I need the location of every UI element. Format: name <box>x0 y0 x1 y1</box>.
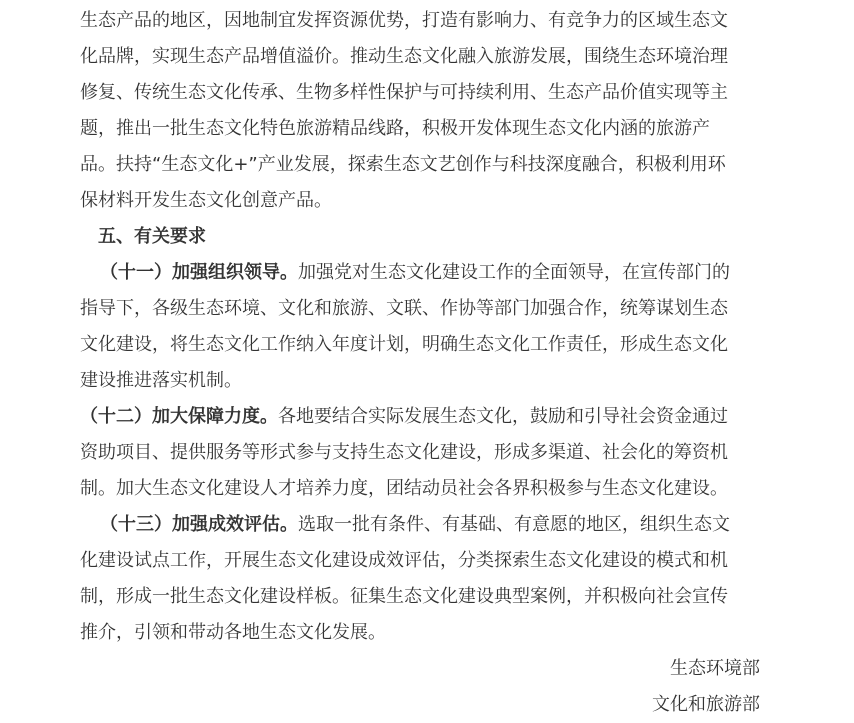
paragraph-first-line <box>80 255 760 291</box>
text-line: 资助项目、提供服务等形式参与支持生态文化建设，形成多渠道、社会化的筹资机 <box>80 442 728 463</box>
signature-ministry-ecology: 生态环境部 <box>670 658 760 679</box>
text-line: 制，形成一批生态文化建设样板。征集生态文化建设典型案例，并积极向社会宣传 <box>80 586 728 607</box>
text-line: 保材料开发生态文化创意产品。 <box>80 190 332 211</box>
text-line: 题，推出一批生态文化特色旅游精品线路，积极开发体现生态文化内涵的旅游产 <box>80 118 710 139</box>
text-line: 品。扶持“生态文化+”产业发展，探索生态文艺创作与科技深度融合，积极利用环 <box>80 154 726 175</box>
text-line: 生态产品的地区，因地制宜发挥资源优势，打造有影响力、有竞争力的区域生态文 <box>80 10 728 31</box>
paragraph-title: （十一）加强组织领导。 <box>100 262 298 283</box>
text-line: 制。加大生态文化建设人才培养力度，团结动员社会各界积极参与生态文化建设。 <box>80 478 728 499</box>
paragraph-text: 各地要结合实际发展生态文化，鼓励和引导社会资金通过 <box>278 406 728 427</box>
paragraph-first-line <box>80 507 760 543</box>
paragraph-first-line <box>80 399 760 435</box>
paragraph-title: （十二）加大保障力度。 <box>80 406 278 427</box>
signature-ministry-culture-tourism: 文化和旅游部 <box>652 694 760 715</box>
text-line: 修复、传统生态文化传承、生物多样性保护与可持续利用、生态产品价值实现等主 <box>80 82 728 103</box>
paragraph-11 <box>80 255 760 399</box>
paragraph-12 <box>80 399 760 507</box>
paragraph-text: 选取一批有条件、有基础、有意愿的地区，组织生态文 <box>298 514 730 535</box>
paragraph-tourism <box>80 3 760 219</box>
paragraph-title: （十三）加强成效评估。 <box>100 514 298 535</box>
paragraph-13 <box>80 507 760 651</box>
signature-block <box>80 651 760 723</box>
text-line: 指导下，各级生态环境、文化和旅游、文联、作协等部门加强合作，统筹谋划生态 <box>80 298 728 319</box>
document-body <box>80 3 760 723</box>
text-line: 文化建设，将生态文化工作纳入年度计划，明确生态文化工作责任，形成生态文化 <box>80 334 728 355</box>
text-line: 推介，引领和带动各地生态文化发展。 <box>80 622 386 643</box>
text-line: 化品牌，实现生态产品增值溢价。推动生态文化融入旅游发展，围绕生态环境治理 <box>80 46 728 67</box>
paragraph-text: 加强党对生态文化建设工作的全面领导，在宣传部门的 <box>298 262 730 283</box>
section-heading: 五、有关要求 <box>98 226 206 247</box>
text-line: 建设推进落实机制。 <box>80 370 242 391</box>
text-line: 化建设试点工作，开展生态文化建设成效评估，分类探索生态文化建设的模式和机 <box>80 550 728 571</box>
